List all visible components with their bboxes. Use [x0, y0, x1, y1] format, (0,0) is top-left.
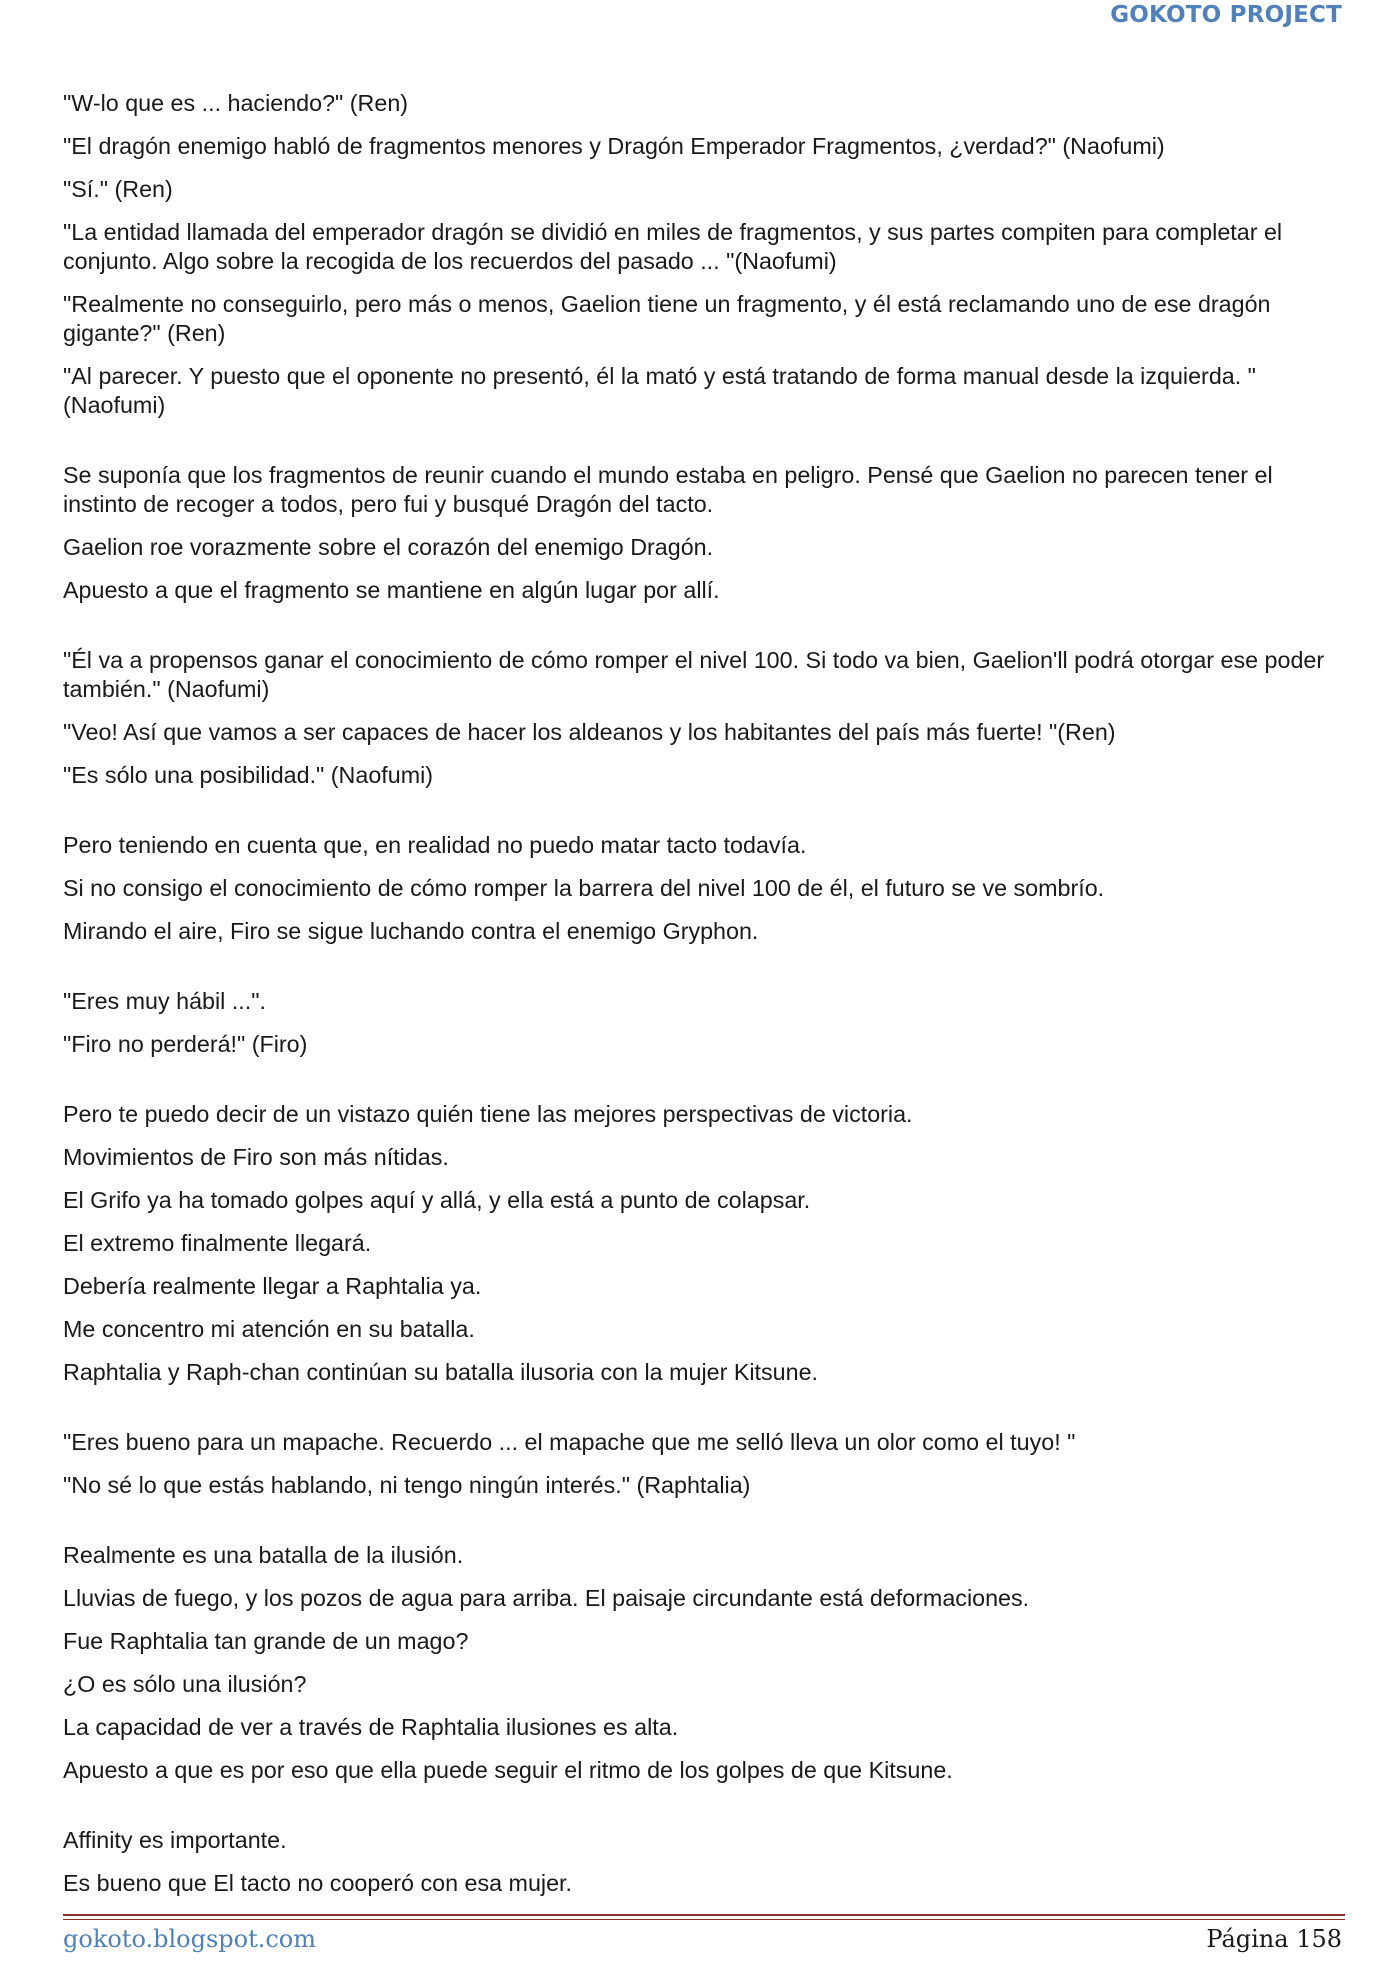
- footer-rule-thick: [63, 1914, 1345, 1916]
- paragraph: Gaelion roe vorazmente sobre el corazón del enemigo Dragón.: [63, 534, 714, 560]
- paragraph: Me concentro mi atención en su batalla.: [63, 1316, 475, 1342]
- paragraph: Apuesto a que es por eso que ella puede seguir el ritmo de los golpes de que Kitsune.: [63, 1757, 953, 1783]
- paragraph: "Al parecer. Y puesto que el oponente no presentó, él la mató y está tratando de forma manual desde la izquierda. "(Naofumi): [63, 363, 1256, 418]
- paragraph: Si no consigo el conocimiento de cómo romper la barrera del nivel 100 de él, el futuro se ve sombrío.: [63, 875, 1105, 901]
- paragraph: Apuesto a que el fragmento se mantiene en algún lugar por allí.: [63, 577, 720, 603]
- footer-site-link[interactable]: gokoto.blogspot.com: [63, 1925, 317, 1953]
- paragraph: "Eres muy hábil ...".: [63, 988, 266, 1014]
- paragraph: Pero teniendo en cuenta que, en realidad no puedo matar tacto todavía.: [63, 832, 807, 858]
- paragraph: Es bueno que El tacto no cooperó con esa mujer.: [63, 1870, 572, 1896]
- document-body: [63, 89, 1345, 1912]
- paragraph: Movimientos de Firo son más nítidas.: [63, 1144, 449, 1170]
- paragraph: Realmente es una batalla de la ilusión.: [63, 1542, 464, 1568]
- paragraph: "La entidad llamada del emperador dragón se dividió en miles de fragmentos, y sus partes compiten para completar el conjunto. Algo sobre la recogida de los recuerdos del pasado ... "(Naofumi): [63, 219, 1283, 274]
- paragraph: Lluvias de fuego, y los pozos de agua para arriba. El paisaje circundante está deformaciones.: [63, 1585, 1030, 1611]
- paragraph: "El dragón enemigo habló de fragmentos menores y Dragón Emperador Fragmentos, ¿verdad?" (Naofumi): [63, 133, 1165, 159]
- paragraph: Raphtalia y Raph-chan continúan su batalla ilusoria con la mujer Kitsune.: [63, 1359, 818, 1385]
- paragraph: "Veo! Así que vamos a ser capaces de hacer los aldeanos y los habitantes del país más fuerte! "(Ren): [63, 719, 1116, 745]
- paragraph: Mirando el aire, Firo se sigue luchando contra el enemigo Gryphon.: [63, 918, 759, 944]
- paragraph: Fue Raphtalia tan grande de un mago?: [63, 1628, 469, 1654]
- paragraph: "Sí." (Ren): [63, 176, 173, 202]
- page-header-title: GOKOTO PROJECT: [1110, 2, 1342, 28]
- paragraph: "No sé lo que estás hablando, ni tengo ningún interés." (Raphtalia): [63, 1472, 751, 1498]
- paragraph: La capacidad de ver a través de Raphtalia ilusiones es alta.: [63, 1714, 679, 1740]
- paragraph: Se suponía que los fragmentos de reunir cuando el mundo estaba en peligro. Pensé que Gaelion no parecen tener el instinto de recoger a todos, pero fui y busqué Dragón del tacto.: [63, 462, 1273, 517]
- paragraph: El extremo finalmente llegará.: [63, 1230, 372, 1256]
- paragraph: "Realmente no conseguirlo, pero más o menos, Gaelion tiene un fragmento, y él está reclamando uno de ese dragón gigante?" (Ren): [63, 291, 1271, 346]
- footer-page-number: Página 158: [1206, 1925, 1342, 1953]
- paragraph: "W-lo que es ... haciendo?" (Ren): [63, 90, 409, 116]
- footer-rule-thin: [63, 1919, 1345, 1920]
- paragraph: "Es sólo una posibilidad." (Naofumi): [63, 762, 434, 788]
- paragraph: "Eres bueno para un mapache. Recuerdo ... el mapache que me selló lleva un olor como el tuyo! ": [63, 1429, 1076, 1455]
- paragraph: "Firo no perderá!" (Firo): [63, 1031, 308, 1057]
- paragraph: "Él va a propensos ganar el conocimiento de cómo romper el nivel 100. Si todo va bien, Gaelion'll podrá otorgar ese poder también." (Naofumi): [63, 647, 1325, 702]
- paragraph: ¿O es sólo una ilusión?: [63, 1671, 307, 1697]
- paragraph: Pero te puedo decir de un vistazo quién tiene las mejores perspectivas de victoria.: [63, 1101, 913, 1127]
- paragraph: Affinity es importante.: [63, 1827, 287, 1853]
- paragraph: Debería realmente llegar a Raphtalia ya.: [63, 1273, 482, 1299]
- paragraph: El Grifo ya ha tomado golpes aquí y allá, y ella está a punto de colapsar.: [63, 1187, 811, 1213]
